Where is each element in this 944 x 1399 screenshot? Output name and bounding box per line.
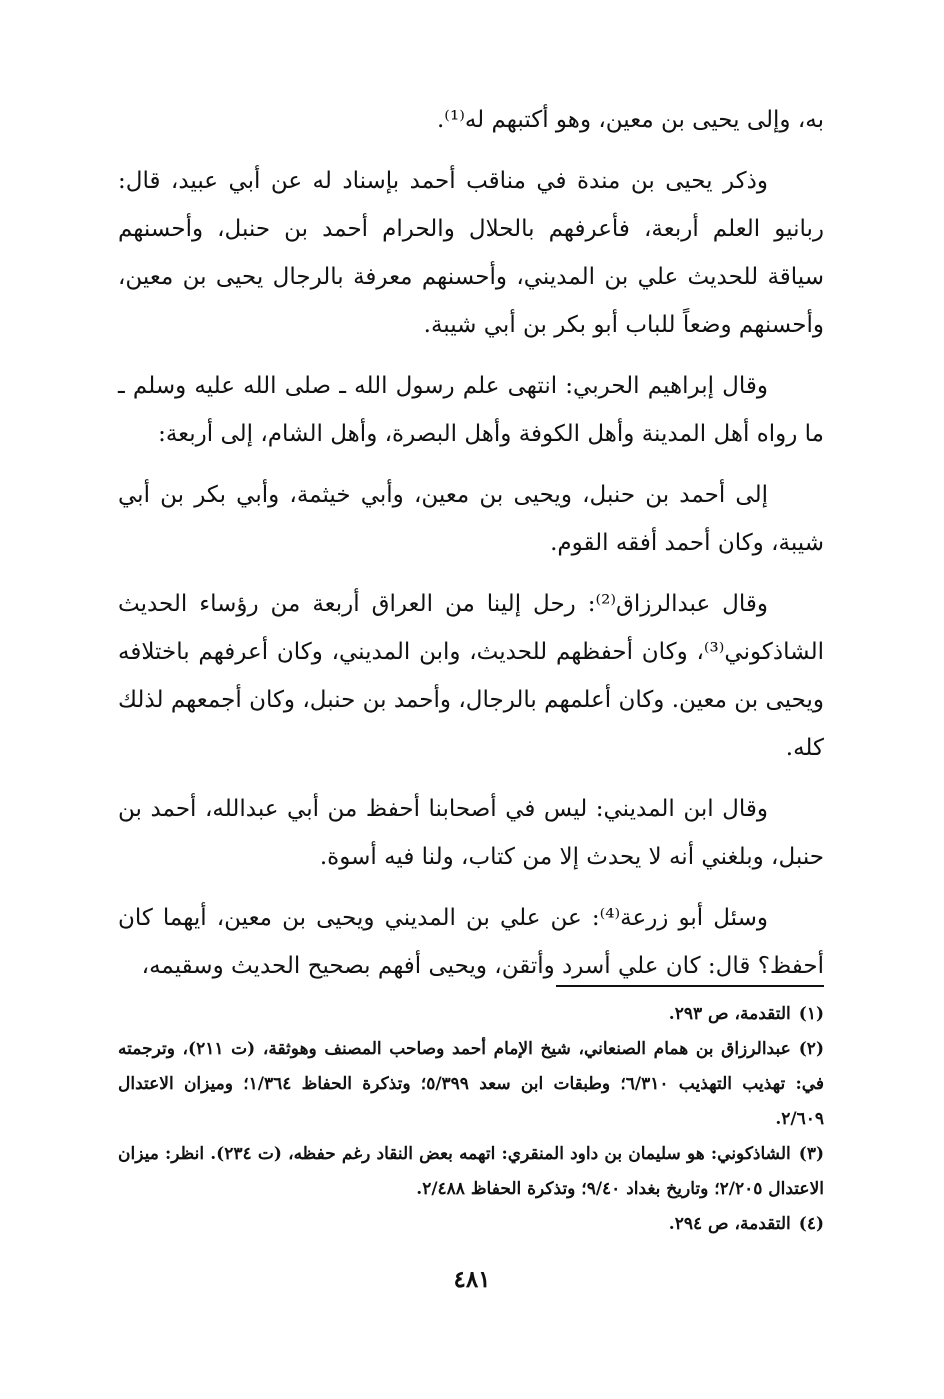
- page-number: ٤٨١: [453, 1266, 491, 1293]
- footnote-number: (٣): [798, 1144, 824, 1164]
- footnote-text: التقدمة، ص ٢٩٤.: [668, 1214, 791, 1234]
- footnotes-section: [118, 985, 824, 1242]
- footnote-number: (١): [798, 1004, 824, 1024]
- footnote: [118, 997, 824, 1032]
- paragraph-abdulrazzaq: وقال عبدالرزاق⁽²⁾: رحل إلينا من العراق أربعة من رؤساء الحديث الشاذكوني⁽³⁾، وكان أحفظهم للحديث، وابن المديني، وكان أعرفهم باختلافه ويحيى بن معين. وكان أعلمهم بالرجال، وأحمد بن حنبل، وكان أجمعهم لذلك كله.: [118, 591, 824, 761]
- main-text: [118, 96, 824, 1003]
- footnote-text: التقدمة، ص ٢٩٣.: [668, 1004, 791, 1024]
- footnote-number: (٤): [798, 1214, 824, 1234]
- paragraph-four-names: إلى أحمد بن حنبل، ويحيى بن معين، وأبي خيثمة، وأبي بكر بن أبي شيبة، وكان أحمد أفقه القوم.: [118, 482, 824, 556]
- paragraph-ibn-al-madini: وقال ابن المديني: ليس في أصحابنا أحفظ من أبي عبدالله، أحمد بن حنبل، وبلغني أنه لا يحدث إلا من كتاب، ولنا فيه أسوة.: [118, 796, 824, 870]
- footnote-text: الشاذكوني: هو سليمان بن داود المنقري: اتهمه بعض النقاد رغم حفظه، (ت ٢٣٤). انظر: ميزان الاعتدال ٢/٢٠٥؛ وتاريخ بغداد ٩/٤٠؛ وتذكرة الحفاظ ٢/٤٨٨.: [118, 1144, 824, 1199]
- paragraph-continuation: به، وإلى يحيى بن معين، وهو أكتبهم له⁽¹⁾.: [436, 107, 824, 133]
- paragraph-yahya-ibn-manda: وذكر يحيى بن مندة في مناقب أحمد بإسناد له عن أبي عبيد، قال: ربانيو العلم أربعة، فأعرفهم بالحلال والحرام أحمد بن حنبل، وأحسنهم سياقة للحديث علي بن المديني، وأحسنهم معرفة بالرجال يحيى بن معين، وأحسنهم وضعاً للباب أبو بكر بن أبي شيبة.: [118, 168, 824, 338]
- footnote-text: عبدالرزاق بن همام الصنعاني، شيخ الإمام أحمد وصاحب المصنف وهوثقة، (ت ٢١١)، وترجمته في: تهذيب التهذيب ٦/٣١٠؛ وطبقات ابن سعد ٥/٣٩٩؛ وتذكرة الحفاظ ١/٣٦٤؛ وميزان الاعتدال ٢/٦٠٩.: [118, 1039, 825, 1129]
- paragraph-ibrahim-al-harbi: وقال إبراهيم الحربي: انتهى علم رسول الله ـ صلى الله عليه وسلم ـ ما رواه أهل المدينة وأهل الكوفة وأهل البصرة، وأهل الشام، إلى أربعة:: [118, 373, 824, 447]
- footnote: [118, 1137, 824, 1207]
- footnote: [118, 1207, 824, 1242]
- footnote: [118, 1032, 824, 1137]
- paragraph-abu-zura: وسئل أبو زرعة⁽⁴⁾: عن علي بن المديني ويحيى بن معين، أيهما كان أحفظ؟ قال: كان علي أسرد وأتقن، ويحيى أفهم بصحيح الحديث وسقيمه،: [118, 905, 824, 979]
- footnote-divider: [556, 985, 824, 987]
- footnote-number: (٢): [798, 1039, 824, 1059]
